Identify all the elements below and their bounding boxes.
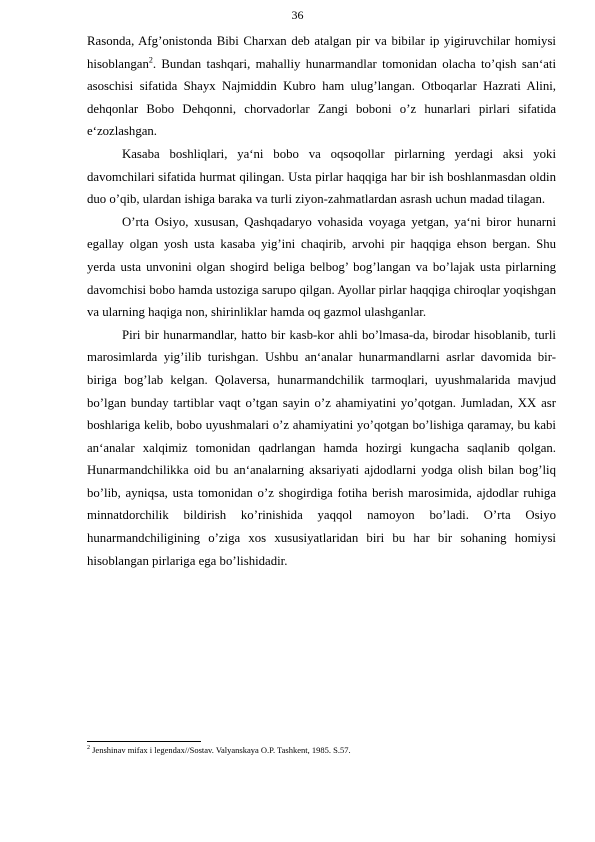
paragraph-2: Kasaba boshliqlari, ya‘ni bobo va oqsoqollar pirlarning yerdagi aksi yoki davomchilari sifatida hurmat qilingan. Usta pirlar haqqiga har bir ish boshlanmasdan oldin duo o’qib, ulardan ishiga baraka va turli ziyon-zahmatlardan asrash uchun madad tilagan. <box>87 146 556 207</box>
paragraph-3: O’rta Osiyo, xususan, Qashqadaryo vohasida voyaga yetgan, ya‘ni biror hunarni egallay olgan yosh usta kasaba yig’ini chaqirib, arvohi pir haqqiga ehson bergan. Shu yerda usta unvonini olgan shogird beliga belbog’ bog’langan va bo’lajak usta pirlarning davomchisi bobo hamda ustoziga sarupo qilgan. Ayollar pirlar haqqiga chiroqlar yoqishgan va ularning haqiga non, shirinliklar hamda oq gazmol ulashganlar. <box>87 214 556 320</box>
footnote-separator <box>87 741 201 742</box>
footnote-text: Jenshinav mifax i legendax//Sostav. Valyanskaya O.P. Tashkent, 1985. S.57. <box>90 745 351 755</box>
page-number: 36 <box>291 8 304 22</box>
paragraph-1-text-before: Rasonda, Afg’onistonda Bibi Charxan deb atalgan pir va bibilar ip yigiruvchilar homiysi hisoblangan <box>87 34 556 71</box>
paragraph-1-text-after: . Bundan tashqari, mahalliy hunarmandlar tomonidan olacha to’qish san‘ati asoschisi sifatida Shayx Najmiddin Kubro ham ulug’langan. Otboqarlar Hazrati Alini, dehqonlar Bobo Dehqonni, chorvadorlar Zangi boboni o’z hunarlari pirlari sifatida e‘zozlashgan. <box>87 56 556 139</box>
paragraph-4: Piri bir hunarmandlar, hatto bir kasb-kor ahli bo’lmasa-da, birodar hisoblanib, turli marosimlarda yig’ilib turishgan. Ushbu an‘analar hunarmandlarni asrlar davomida bir-biriga bog’lab kelgan. Qolaversa, hunarmandchilik tarmoqlari, uyushmalarida mavjud bo’lgan bunday tartiblar vaqt o’tgan sayin o’z ahamiyatini yo’qotgan. Jumladan, XX asr boshlariga kelib, bobo uyushmalari o’z ahamiyatini yo’qotgan bo’lishiga qaramay, bu kabi an‘analar xalqimiz tomonidan qadrlangan hamda hozirgi kungacha saqlanib qolgan. Hunarmandchilikka oid bu an‘analarning aksariyati ajdodlarni yodga olish bilan bog’liq bo’lib, ayniqsa, usta tomonidan o’z shogirdiga fotiha berish marosimida, ajdodlar ruhiga minnatdorchilik bildirish ko’rinishida yaqqol namoyon bo’ladi. O’rta Osiyo hunarmandchiligining o’ziga xos xususiyatlaridan biri bu har bir sohaning homiysi hisoblangan pirlariga ega bo’lishidadir. <box>87 327 556 568</box>
paragraph-1 <box>87 30 556 143</box>
body-text <box>87 30 556 572</box>
footnote <box>87 745 556 756</box>
footnote-reference: 2 <box>148 55 153 65</box>
footnote-mark: 2 <box>87 745 90 752</box>
